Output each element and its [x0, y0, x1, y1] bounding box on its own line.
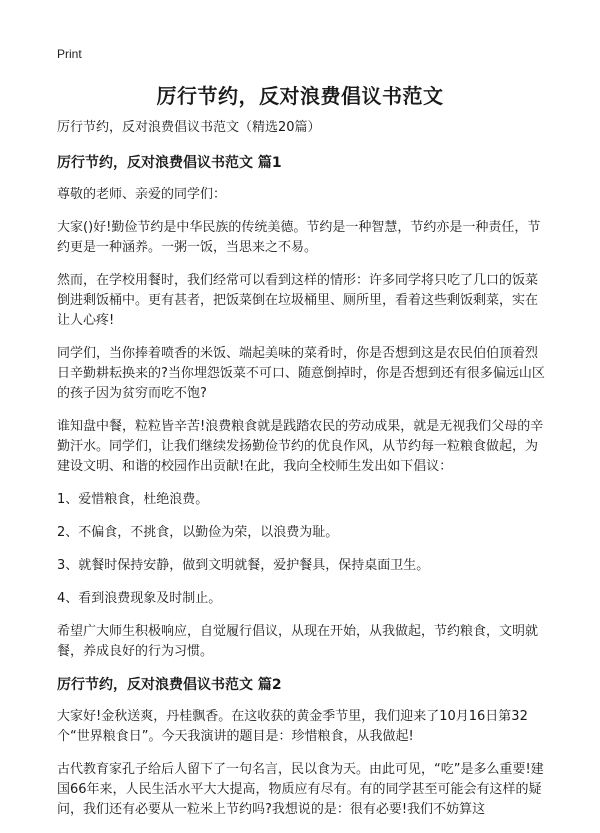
section-heading: 厉行节约，反对浪费倡议书范文 篇1	[57, 155, 282, 171]
list-item: 1、爱惜粮食，杜绝浪费。	[57, 492, 209, 507]
section-2	[57, 675, 545, 820]
list-item: 4、看到浪费现象及时制止。	[57, 591, 222, 606]
paragraph: 同学们，当你捧着喷香的米饭、端起美味的菜肴时，你是否想到这是农民伯伯顶着烈日辛勤耕耘换来的?当你埋怨饭菜不可口、随意倒掉时，你是否想到还有很多偏远山区的孩子因为贫穷而吃不饱?	[57, 346, 545, 401]
list-item: 2、不偏食，不挑食，以勤俭为荣，以浪费为耻。	[57, 525, 339, 540]
paragraph: 大家()好!勤俭节约是中华民族的传统美德。节约是一种智慧，节约亦是一种责任，节约更是一种涵养。一粥一饭，当思来之不易。	[57, 220, 541, 255]
paragraph: 希望广大师生积极响应，自觉履行倡议，从现在开始，从我做起，节约粮食，文明就餐，养成良好的行为习惯。	[57, 624, 539, 659]
paragraph: 然而，在学校用餐时，我们经常可以看到这样的情形：许多同学将只吃了几口的饭菜倒进剩饭桶中。更有甚者，把饭菜倒在垃圾桶里、厕所里，看着这些剩饭剩菜，实在让人心疼!	[57, 273, 539, 328]
page-title: 厉行节约，反对浪费倡议书范文	[156, 84, 444, 108]
paragraph: 谁知盘中餐，粒粒皆辛苦!浪费粮食就是践踏农民的劳动成果，就是无视我们父母的辛勤汗水。同学们，让我们继续发扬勤俭节约的优良作风，从节约每一粒粮食做起，为建设文明、和谐的校园作出贡献!在此，我向全校师生发出如下倡议：	[57, 419, 544, 474]
subtitle: 厉行节约，反对浪费倡议书范文（精选20篇）	[57, 120, 321, 135]
paragraph: 大家好!金秋送爽，丹桂飘香。在这收获的黄金季节里，我们迎来了10月16日第32个“世界粮食日”。今天我演讲的题目是：珍惜粮食，从我做起!	[57, 709, 528, 744]
list-item: 3、就餐时保持安静，做到文明就餐，爱护餐具，保持桌面卫生。	[57, 558, 430, 573]
paragraph: 古代教育家孔子给后人留下了一句名言，民以食为天。由此可见，“吃”是多么重要!建国66年来，人民生活水平大大提高，物质应有尽有。有的同学甚至可能会有这样的疑问，我们还有必要从一粒米上节约吗?我想说的是：很有必要!我们不妨算这	[57, 762, 544, 817]
document-body	[57, 118, 545, 833]
section-1	[57, 153, 545, 662]
paragraph: 尊敬的老师、亲爱的同学们：	[57, 187, 227, 202]
section-heading: 厉行节约，反对浪费倡议书范文 篇2	[57, 677, 282, 693]
print-label: Print	[57, 47, 82, 61]
